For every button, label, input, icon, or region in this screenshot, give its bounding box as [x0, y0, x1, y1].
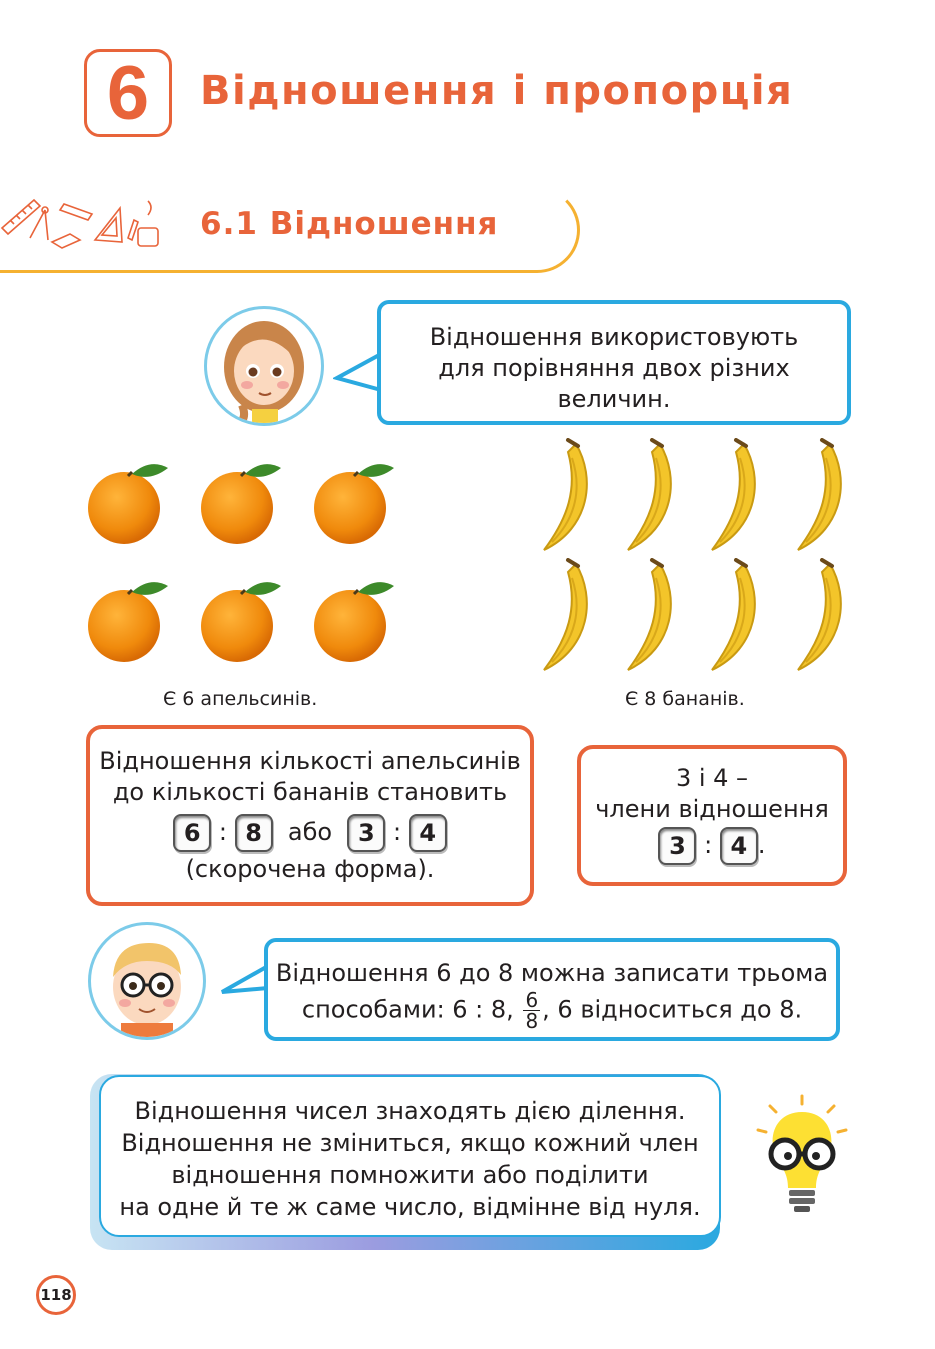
bubble-text: , 6 відноситься до 8.	[542, 995, 803, 1024]
banana-icon	[792, 438, 852, 553]
boy-avatar	[88, 922, 206, 1040]
ratio-keys-row	[90, 814, 530, 852]
fraction	[523, 990, 540, 1031]
ratio-line2: до кількості бананів становить	[112, 778, 508, 806]
banana-icon	[792, 558, 852, 673]
ratio-line4: (скорочена форма).	[185, 855, 435, 883]
bubble-line: Відношення використовують	[429, 323, 799, 351]
orange-icon	[84, 574, 174, 669]
ratio-colon: :	[704, 831, 713, 859]
lightbulb-glasses-icon	[752, 1092, 852, 1222]
girl-avatar	[204, 306, 324, 426]
boy-face-icon	[91, 925, 203, 1037]
chapter-title: Відношення і пропорція	[200, 68, 794, 114]
bubble-line-with-fraction	[268, 990, 836, 1031]
banana-icon	[622, 558, 682, 673]
ratio-members-box	[577, 745, 847, 886]
period: .	[757, 831, 766, 859]
banana-icon	[706, 438, 766, 553]
section-title: 6.1 Відношення	[200, 206, 499, 242]
banana-icon	[538, 438, 598, 553]
oranges-group	[84, 456, 404, 671]
ratio-key: 8	[235, 814, 273, 852]
fraction-numerator: 6	[525, 988, 539, 1012]
ratio-line1: Відношення кількості апельсинів	[99, 747, 521, 775]
ratio-key: 3	[658, 827, 696, 865]
bubble-line: Відношення 6 до 8 можна записати трьома	[275, 959, 829, 987]
bubble-line: для порівняння двох різних	[438, 354, 790, 382]
members-keys-row	[581, 827, 843, 865]
orange-icon	[197, 456, 287, 551]
members-line1: 3 і 4 –	[675, 764, 749, 792]
school-supplies-doodle-icon	[0, 190, 165, 262]
oranges-caption: Є 6 апельсинів.	[163, 688, 318, 710]
rule-line: Відношення чисел знаходять дією ділення.	[134, 1097, 686, 1125]
bubble-line: величин.	[557, 385, 671, 413]
speech-bubble-girl	[377, 300, 851, 425]
ratio-colon: :	[393, 818, 402, 846]
banana-icon	[706, 558, 766, 673]
bubble-tail-icon	[218, 962, 270, 1002]
rule-line: на одне й те ж саме число, відмінне від нуля.	[119, 1193, 701, 1221]
bubble-text: способами: 6 : 8,	[301, 995, 514, 1024]
chapter-number-badge: 6	[84, 49, 172, 137]
fraction-denominator: 8	[525, 1009, 539, 1033]
ratio-colon: :	[218, 818, 227, 846]
girl-face-icon	[207, 309, 321, 423]
bananas-group	[534, 434, 854, 674]
orange-icon	[310, 574, 400, 669]
ratio-key: 4	[409, 814, 447, 852]
rule-text	[99, 1095, 721, 1223]
banana-icon	[538, 558, 598, 673]
banana-icon	[622, 438, 682, 553]
members-line2: члени відношення	[595, 795, 829, 823]
bananas-caption: Є 8 бананів.	[625, 688, 745, 710]
or-word: або	[287, 818, 333, 846]
ratio-key: 3	[347, 814, 385, 852]
orange-icon	[310, 456, 400, 551]
ratio-key: 6	[173, 814, 211, 852]
orange-icon	[84, 456, 174, 551]
rule-line: відношення помножити або поділити	[171, 1161, 649, 1189]
orange-icon	[197, 574, 287, 669]
page-number: 118	[36, 1275, 76, 1315]
speech-bubble-boy	[264, 938, 840, 1041]
ratio-box	[86, 725, 534, 906]
ratio-key: 4	[720, 827, 758, 865]
rule-line: Відношення не зміниться, якщо кожний член	[121, 1129, 699, 1157]
bubble-tail-icon	[333, 352, 383, 392]
